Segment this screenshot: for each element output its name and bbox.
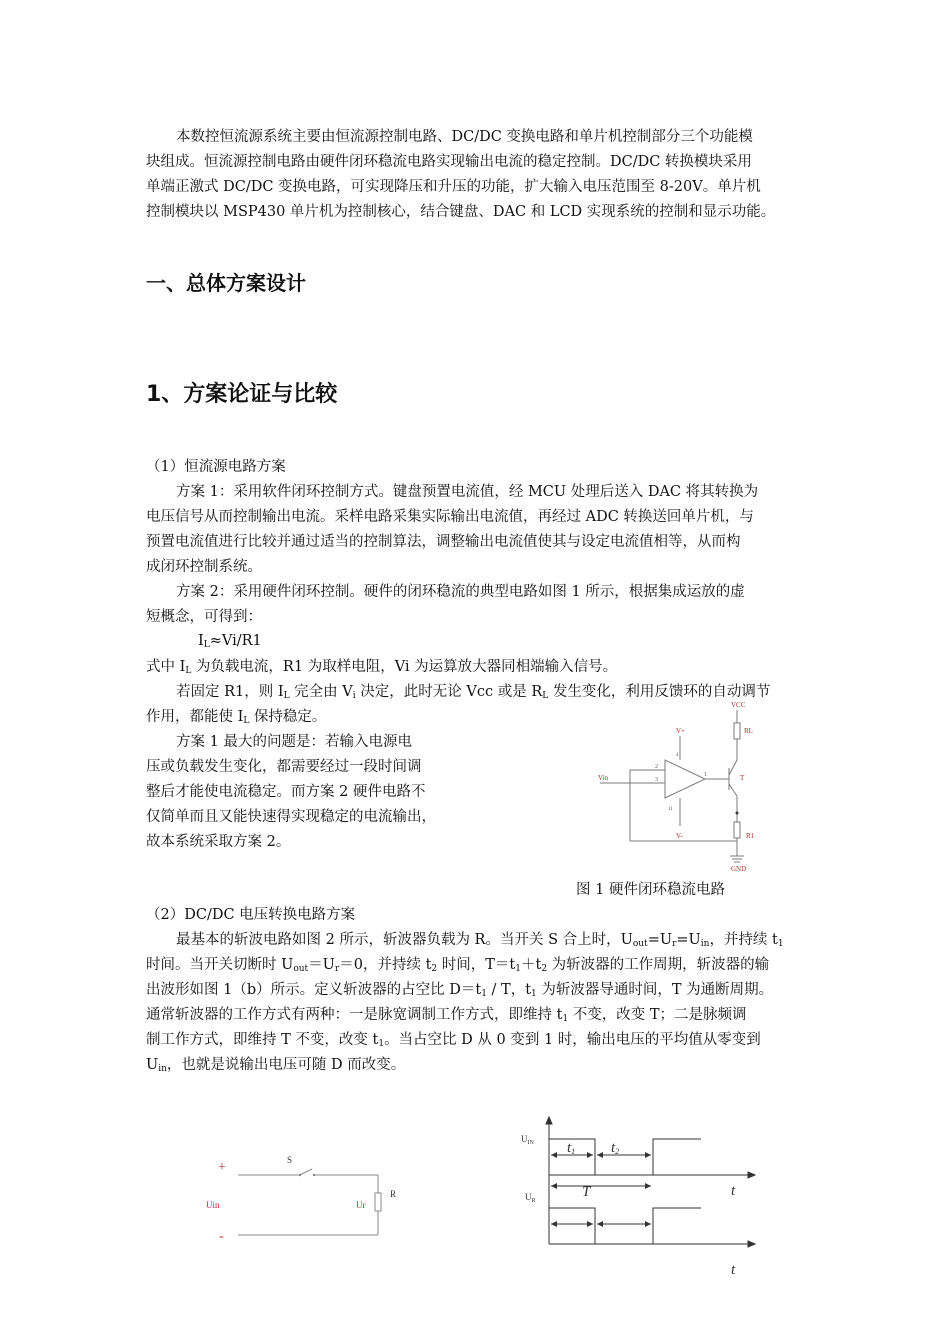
intro-line-2: 块组成。恒流源控制电路由硬件闭环稳流电路实现输出电流的稳定控制。DC/DC 转换模块采用 (146, 154, 752, 170)
ur-wave-label: $U_R$ (525, 1192, 536, 1204)
section2-title: （2）DC/DC 电压转换电路方案 (146, 907, 356, 923)
figure1-caption: 图 1 硬件闭环稳流电路 (576, 882, 725, 898)
fixed-r1-line-1: 若固定 R1，则 $I_L$ 完全由 $V_i$ 决定，此时无论 Vcc 或是 $R_L$ 发生变化，利用反馈环的自动调节 (176, 684, 771, 701)
pin2-label: 2 (655, 764, 658, 770)
intro-line-4: 控制模块以 MSP430 单片机为控制核心，结合键盘、DAC 和 LCD 实现系统的控制和显示功能。 (146, 204, 776, 220)
section2-line-1: 最基本的斩波电路如图 2 所示，斩波器负载为 R。当开关 S 合上时，$U_{out}=U_r=U_{in}$，并持续 $t_1$ (176, 932, 784, 949)
t1-label: t1 (567, 1140, 576, 1156)
compare-line-3: 整后才能使电流稳定。而方案 2 硬件电路不 (146, 784, 426, 800)
figure2-waveforms (505, 1112, 765, 1287)
heading-scheme-comparison: 1、方案论证与比较 (146, 382, 338, 407)
section2-line-5: 制工作方式，即维持 T 不变，改变 $t_1$。当占空比 D 从 0 变到 1 时，输出电压的平均值从零变到 (146, 1032, 761, 1049)
section1-title: （1）恒流源电路方案 (146, 459, 286, 475)
vminus-label: V- (676, 832, 683, 840)
fixed-r1-line-2: 作用，都能使 $I_L$ 保持稳定。 (146, 709, 327, 726)
scheme1-line-2: 电压信号从而控制输出电流。采样电路采集实际输出电流值，再经过 ADC 转换送回单片机，与 (146, 509, 754, 525)
formula: $I_L\approx Vi/R1$ (198, 633, 262, 650)
section2-line-2: 时间。当开关切断时 $U_{out}=U_r=0$，并持续 $t_2$ 时间，$T=t_1+t_2$ 为斩波器的工作周期，斩波器的输 (146, 957, 770, 974)
plus-terminal: + (218, 1160, 226, 1175)
transistor-label: T (740, 774, 745, 782)
section2-line-6: $U_{in}$，也就是说输出电压可随 D 而改变。 (146, 1057, 406, 1074)
intro-line-1: 本数控恒流源系统主要由恒流源控制电路、DC/DC 变换电路和单片机控制部分三个功能模 (176, 129, 753, 145)
minus-terminal: - (219, 1229, 224, 1244)
resistor-label: R (390, 1189, 397, 1199)
compare-line-2: 压或负载发生变化，都需要经过一段时间调 (146, 759, 422, 775)
rl-label: RL (744, 727, 753, 735)
heading-overall-design: 一、总体方案设计 (146, 271, 306, 295)
compare-line-4: 仅简单而且又能快速得实现稳定的电流输出， (146, 809, 436, 825)
uin-label: Uin (206, 1200, 220, 1210)
pin4-label: 4 (676, 753, 679, 758)
t-axis-label-1: t (731, 1183, 736, 1199)
formula-explanation: 式中 $I_L$ 为负载电流，R1 为取样电阻，Vi 为运算放大器同相端输入信号。 (146, 659, 618, 676)
gnd-label: GND (731, 865, 747, 873)
uin-wave-label: $U_{IN}$ (521, 1134, 534, 1146)
scheme1-line-3: 预置电流值进行比较并通过适当的控制算法，调整输出电流值使其与设定电流值相等，从而构 (146, 534, 741, 550)
t2-label: t2 (611, 1140, 620, 1156)
section2-line-3: 出波形如图 1（b）所示。定义斩波器的占空比 $D=t_1 / T$，$t_1$ 为斩波器导通时间，T 为通断周期。 (146, 982, 774, 999)
compare-line-1: 方案 1 最大的问题是：若输入电源电 (176, 734, 412, 750)
period-label: T (582, 1184, 591, 1200)
compare-line-5: 故本系统采取方案 2。 (146, 834, 291, 850)
vplus-label: V+ (676, 727, 686, 735)
figure2-chopper-circuit (200, 1148, 420, 1248)
figure1-circuit (590, 698, 770, 878)
section2-line-4: 通常斩波器的工作方式有两种：一是脉宽调制工作方式，即维持 $t_1$ 不变，改变 T；二是脉频调 (146, 1007, 747, 1024)
pin1-label: 1 (704, 772, 707, 778)
pin11-label: 11 (668, 807, 673, 812)
scheme2-line-2: 短概念，可得到： (146, 609, 262, 625)
scheme1-line-1: 方案 1：采用软件闭环控制方式。键盘预置电流值，经 MCU 处理后送入 DAC 将其转换为 (176, 484, 759, 500)
pin3-label: 3 (655, 777, 658, 783)
intro-line-3: 单端正激式 DC/DC 变换电路，可实现降压和升压的功能，扩大输入电压范围至 8-20V。单片机 (146, 179, 761, 195)
scheme1-line-4: 成闭环控制系统。 (146, 559, 262, 575)
vin-label: Vin (598, 774, 609, 782)
scheme2-line-1: 方案 2：采用硬件闭环控制。硬件的闭环稳流的典型电路如图 1 所示，根据集成运放的虚 (176, 584, 745, 600)
r1-label: R1 (746, 832, 755, 840)
switch-label: S (287, 1155, 293, 1165)
vcc-label: VCC (731, 701, 746, 709)
t-axis-label-2: t (731, 1262, 736, 1278)
ur-label: Ur (356, 1200, 366, 1210)
